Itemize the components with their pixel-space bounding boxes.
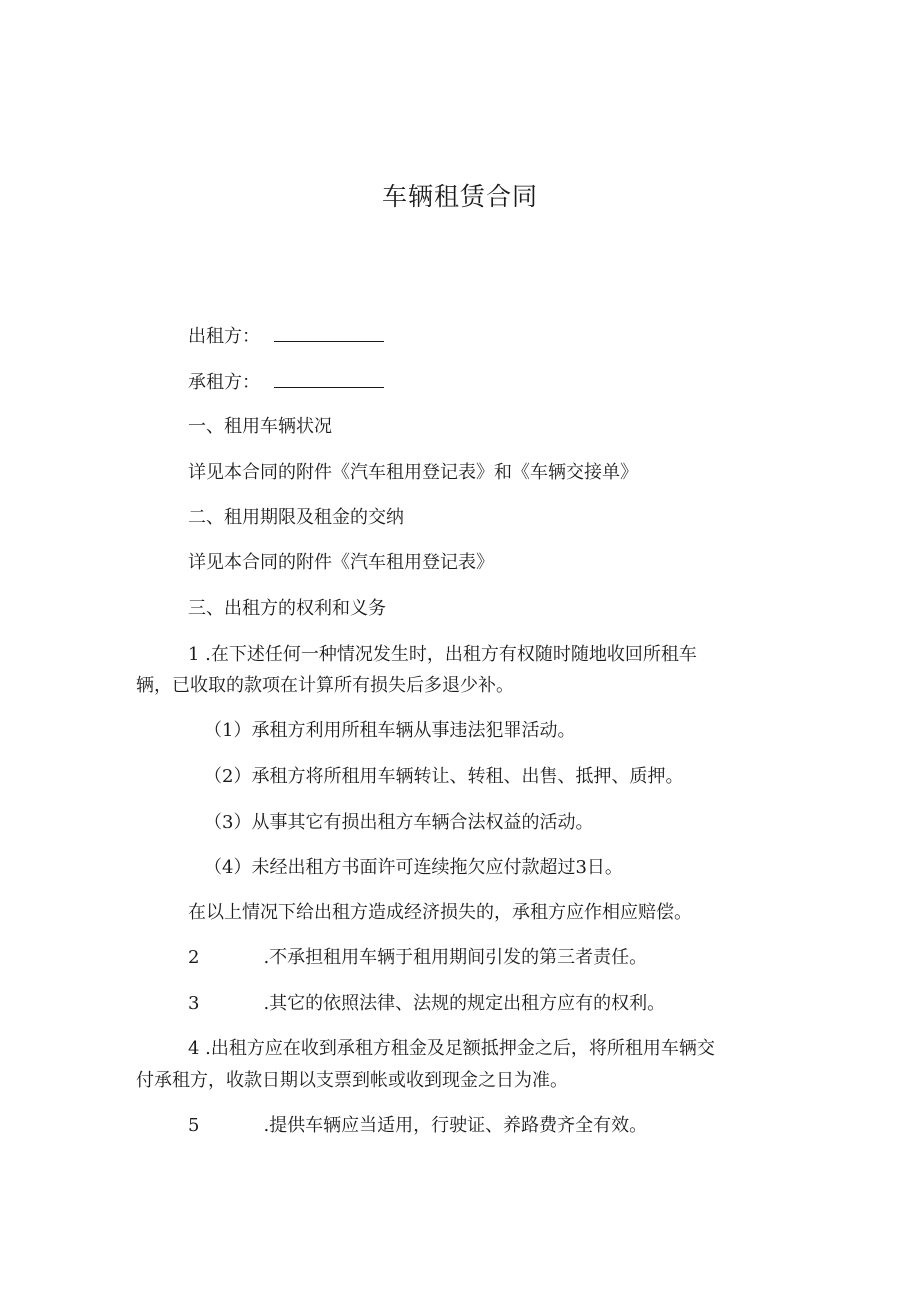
clause-5 [188,1113,647,1139]
clause-3-number: 3 [188,993,200,1014]
clause-1-line-1: 1 .在下述任何一种情况发生时，出租方有权随时随地收回所租车 [188,644,697,665]
clause-1-item-2: （2）承租方将所租用车辆转让、转租、出售、抵押、质押。 [204,766,684,787]
section-1-heading: 一、租用车辆状况 [188,416,332,437]
document-title: 车辆租赁合同 [381,182,538,211]
lessor-label: 出租方： [188,326,260,347]
lessee-label: 承租方： [188,372,260,393]
lessee-blank [274,369,384,388]
clause-4-line-1: 4 .出租方应在收到承租方租金及足额抵押金之后，将所租用车辆交 [188,1038,715,1059]
clause-1-item-3: （3）从事其它有损出租方车辆合法权益的活动。 [204,812,594,833]
clause-5-number: 5 [188,1115,200,1136]
clause-4-line-2: 付承租方，收款日期以支票到帐或收到现金之日为准。 [136,1070,568,1091]
lessor-line [188,323,384,350]
clause-1-item-4: （4）未经出租方书面许可连续拖欠应付款超过3日。 [204,857,623,878]
clause-3 [188,991,665,1017]
lessor-blank [274,323,384,342]
clause-2-text: .不承担租用车辆于租用期间引发的第三者责任。 [263,947,648,968]
section-3-heading: 三、出租方的权利和义务 [188,598,386,619]
clause-1-item-1: （1）承租方利用所租车辆从事违法犯罪活动。 [204,720,576,741]
clause-1-line-2: 辆，已收取的款项在计算所有损失后多退少补。 [136,675,514,696]
clause-2-number: 2 [188,947,200,968]
clause-1-tail: 在以上情况下给出租方造成经济损失的，承租方应作相应赔偿。 [188,902,692,923]
section-2-heading: 二、租用期限及租金的交纳 [188,507,404,528]
clause-2 [188,945,647,971]
clause-5-text: .提供车辆应当适用，行驶证、养路费齐全有效。 [263,1115,648,1136]
lessee-line [188,369,384,396]
clause-3-text: .其它的依照法律、法规的规定出租方应有的权利。 [263,993,666,1014]
section-1-body: 详见本合同的附件《汽车租用登记表》和《车辆交接单》 [188,462,638,483]
section-2-body: 详见本合同的附件《汽车租用登记表》 [188,552,494,573]
